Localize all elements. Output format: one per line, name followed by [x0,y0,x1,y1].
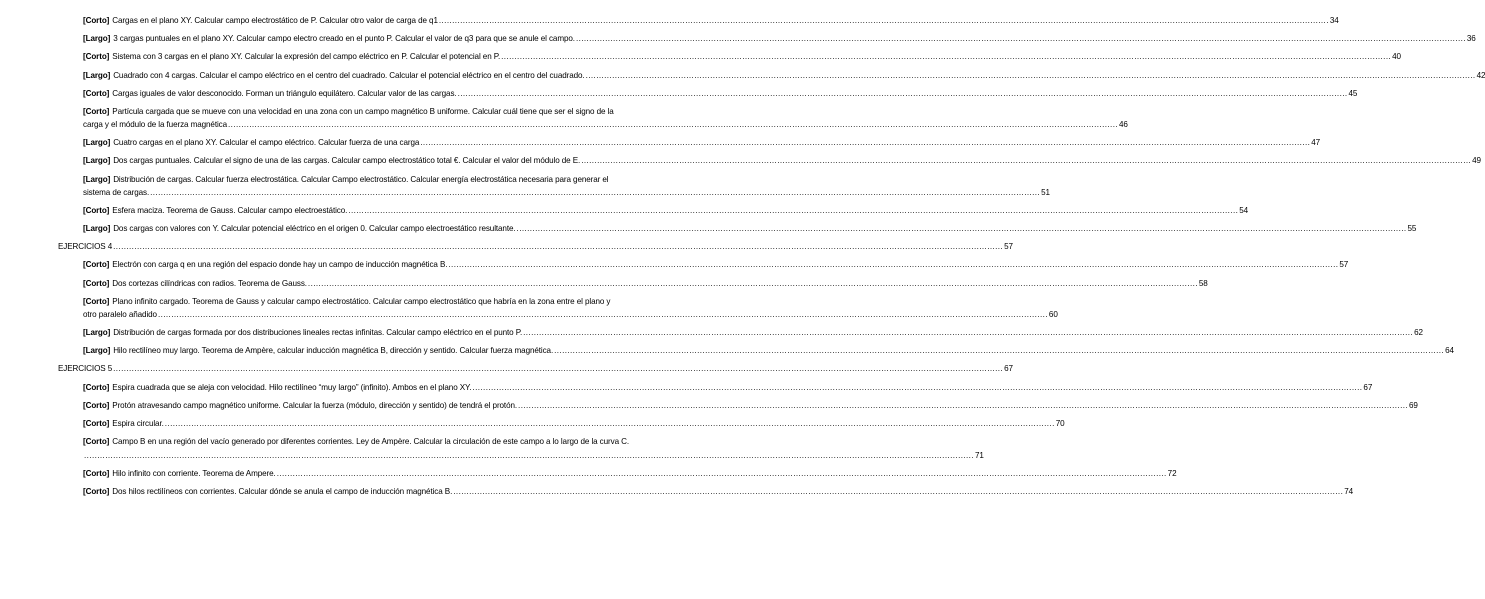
toc-entry[interactable] [58,173,1050,200]
toc-page-number: 54 [1239,205,1249,215]
toc-entry-type-tag: [Corto] [83,437,110,447]
toc-page-number: 64 [1445,346,1454,356]
toc-leader-dots [84,449,974,462]
toc-entry-title: Protón atravesando campo magnético uniforme. Calcular la fuerza (módulo, dirección y sentido) de tendrá el protón. [112,400,518,410]
toc-leader-dots [518,399,1408,412]
toc-entry-title: 3 cargas puntuales en el plano XY. Calcular campo electro creado en el punto P. Calcular el valor de q3 para que se anule el campo. [113,34,575,44]
toc-entry-type-tag: [Largo] [83,70,111,80]
toc-entry-type-tag: [Largo] [83,138,111,148]
toc-entry-title-continued: carga y el módulo de la fuerza magnética [83,120,228,130]
toc-entry-type-tag: [Corto] [83,400,110,410]
toc-leader-dots [448,258,1338,271]
toc-entry-second-line [83,449,984,462]
toc-page-number: 45 [1348,88,1358,98]
toc-leader-dots [158,308,1048,321]
toc-entry-title: Espira cuadrada que se aleja con velocidad. Hilo rectilíneo “muy largo” (infinito). Ambos en el plano XY. [112,382,472,392]
toc-entry-title: Cuatro cargas en el plano XY. Calcular el campo eléctrico. Calcular fuerza de una carga [113,138,420,148]
toc-entry[interactable] [58,381,1373,394]
toc-entry[interactable] [58,326,1423,339]
toc-entry-type-tag: [Corto] [83,16,110,25]
toc-page-number: 60 [1048,310,1058,320]
toc-entry-type-tag: [Largo] [83,328,111,338]
toc-entry[interactable] [58,344,1454,357]
toc-entry-line [83,50,1401,63]
toc-entry-title: Hilo rectilíneo muy largo. Teorema de Ampère, calcular inducción magnética B, dirección y sentido. Calcular fuerza magnética. [113,346,554,356]
toc-page-number: 55 [1407,224,1417,234]
toc-page-number: 58 [1198,278,1208,288]
toc-leader-dots [228,118,1118,131]
toc-page-number: 62 [1414,328,1423,338]
toc-entry-line [58,362,1013,375]
toc-page-number: 34 [1329,16,1339,25]
toc-page-number: 36 [1466,34,1476,44]
toc-entry-first-line [83,295,779,308]
toc-page-number: 67 [1363,382,1373,392]
toc-page-number: 47 [1311,138,1321,148]
toc-entry[interactable] [58,32,1476,45]
toc-page-number: 51 [1041,187,1050,197]
toc-entry-first-line [83,105,779,118]
toc-entry[interactable] [58,222,1417,235]
toc-entry-title: Cargas iguales de valor desconocido. Forman un triángulo equilátero. Calcular valor de las cargas. [112,88,457,98]
toc-leader-dots [348,204,1238,217]
toc-entry-type-tag: [Largo] [83,174,111,184]
toc-page-number: 72 [1167,468,1177,478]
toc-entry-line [83,485,1354,498]
toc-leader-dots [150,186,1040,199]
toc-entry-line [83,467,1177,480]
toc-page-number: 69 [1409,400,1418,410]
toc-entry-type-tag: [Largo] [83,224,111,234]
toc-entry-title: Distribución de cargas formada por dos distribuciones lineales rectas infinitas. Calcular campo eléctrico en el punto P. [113,328,523,338]
toc-page-number: 74 [1344,486,1354,496]
toc-entry-title: Plano infinito cargado. Teorema de Gauss y calcular campo electrostático. Calcular campo electrostático que habría en la zona entre el plano y [112,296,611,306]
toc-leader-dots [523,326,1413,339]
toc-entry[interactable] [58,87,1358,100]
toc-entry[interactable] [58,435,984,462]
toc-entry-type-tag: [Corto] [83,382,110,392]
toc-entry[interactable] [58,50,1401,63]
toc-entry-line [83,258,1349,271]
toc-page-number: 70 [1055,419,1065,429]
toc-entry-line [83,326,1423,339]
toc-entry[interactable] [58,136,1321,149]
toc-entry-type-tag: [Corto] [83,205,110,215]
toc-entry-type-tag: [Largo] [83,346,111,356]
toc-entry[interactable] [58,485,1354,498]
toc-entry-type-tag: [Corto] [83,486,110,496]
toc-entry-type-tag: [Corto] [83,106,110,116]
toc-entry-title: Cargas en el plano XY. Calcular campo electrostático de P. Calcular otro valor de carga de q1 [112,16,438,25]
toc-entry[interactable] [58,14,1339,27]
toc-entry-title: Dos cortezas cilíndricas con radios. Teorema de Gauss. [112,278,307,288]
toc-entry-second-line [83,308,1058,321]
toc-entry-title-continued: sistema de cargas. [83,187,150,197]
toc-entry-title: Sistema con 3 cargas en el plano XY. Calcular la expresión del campo eléctrico en P. Calcular el potencial en P. [112,52,501,62]
toc-leader-dots [472,381,1362,394]
toc-leader-dots [277,467,1167,480]
toc-leader-dots [458,87,1348,100]
toc-leader-dots [453,485,1343,498]
toc-section-heading[interactable] [58,240,1013,253]
toc-entry-title: EJERCICIOS 4 [58,242,113,252]
toc-entry-title: Partícula cargada que se mueve con una velocidad en una zona con un campo magnético B uniforme. Calcular cuál tiene que ser el signo de la [112,106,614,116]
toc-entry-type-tag: [Corto] [83,468,110,478]
toc-entry-title: EJERCICIOS 5 [58,364,113,374]
toc-entry[interactable] [58,69,1485,82]
toc-entry-type-tag: [Largo] [83,34,111,44]
toc-entry-title: Hilo infinito con corriente. Teorema de Ampere. [112,468,276,478]
toc-entry-type-tag: [Corto] [83,419,110,429]
toc-entry-line [83,136,1321,149]
toc-entry-title: Cuadrado con 4 cargas. Calcular el campo eléctrico en el centro del cuadrado. Calcular el potencial eléctrico en el centro del cuadrado. [113,70,585,80]
toc-entry-type-tag: [Corto] [83,260,110,270]
table-of-contents [58,14,1485,503]
toc-leader-dots [113,240,1003,253]
toc-entry-first-line [83,173,779,186]
toc-entry-line [83,87,1358,100]
toc-entry-line [83,204,1249,217]
toc-entry-line [58,240,1013,253]
toc-entry-title: Dos hilos rectilíneos con corrientes. Calcular dónde se anula el campo de inducción magnética B. [112,486,453,496]
toc-entry[interactable] [58,204,1249,217]
toc-entry-title: Distribución de cargas. Calcular fuerza electrostática. Calcular Campo electrostático. Calcular energía electrostática necesaria para generar el [113,174,609,184]
toc-entry-line [83,222,1417,235]
toc-entry-line [83,69,1485,82]
toc-leader-dots [420,136,1310,149]
toc-leader-dots [576,32,1466,45]
toc-entry[interactable] [58,399,1418,412]
toc-entry-line [83,32,1476,45]
toc-entry[interactable] [58,277,1208,290]
toc-page-number: 46 [1119,120,1128,130]
toc-entry-title: Dos cargas con valores con Y. Calcular potencial eléctrico en el origen 0. Calcular campo electroestático resultante. [113,224,516,234]
toc-entry-second-line [83,118,1128,131]
toc-leader-dots [586,69,1476,82]
toc-entry-line [83,399,1418,412]
toc-entry-type-tag: [Corto] [83,88,110,98]
toc-entry-type-tag: [Corto] [83,296,110,306]
toc-entry-second-line [83,186,1050,199]
toc-entry[interactable] [58,295,1058,322]
toc-entry-first-line [83,435,779,448]
toc-entry-type-tag: [Corto] [83,52,110,62]
toc-leader-dots [554,344,1444,357]
toc-page-number: 57 [1339,260,1349,270]
toc-page-number: 42 [1476,70,1485,80]
toc-leader-dots [501,50,1391,63]
toc-leader-dots [113,362,1003,375]
toc-entry-title-continued: otro paralelo añadido [83,310,157,320]
toc-entry-type-tag: [Corto] [83,278,110,288]
toc-entry-line [83,154,1481,167]
toc-entry-line [83,14,1339,27]
toc-leader-dots [439,14,1329,27]
toc-entry-title: Espira circular. [112,419,164,429]
toc-leader-dots [165,417,1055,430]
toc-section-heading[interactable] [58,362,1013,375]
toc-entry[interactable] [58,258,1349,271]
toc-entry[interactable] [58,154,1481,167]
toc-entry-title: Campo B en una región del vacío generado por diferentes corrientes. Ley de Ampère. Calcular la circulación de este campo a lo largo de la curva C. [112,437,630,447]
toc-leader-dots [581,154,1471,167]
toc-page-number: 40 [1392,52,1401,62]
toc-entry-line [83,381,1373,394]
toc-entry-type-tag: [Largo] [83,156,111,166]
toc-entry[interactable] [58,417,1065,430]
toc-entry[interactable] [58,467,1177,480]
toc-entry-title: Esfera maciza. Teorema de Gauss. Calcular campo electroestático. [112,205,348,215]
toc-leader-dots [308,277,1198,290]
toc-entry-title: Dos cargas puntuales. Calcular el signo de una de las cargas. Calcular campo electrostático total €. Calcular el valor del módulo de E. [113,156,581,166]
toc-page-number: 67 [1004,364,1013,374]
toc-entry-title: Electrón con carga q en una región del espacio donde hay un campo de inducción magnética B. [112,260,448,270]
toc-entry[interactable] [58,105,1128,132]
toc-page-number: 49 [1472,156,1481,166]
toc-entry-line [83,344,1454,357]
toc-entry-line [83,417,1065,430]
toc-page-number: 71 [974,450,984,460]
toc-leader-dots [517,222,1407,235]
toc-page-number: 57 [1004,242,1013,252]
toc-entry-line [83,277,1208,290]
